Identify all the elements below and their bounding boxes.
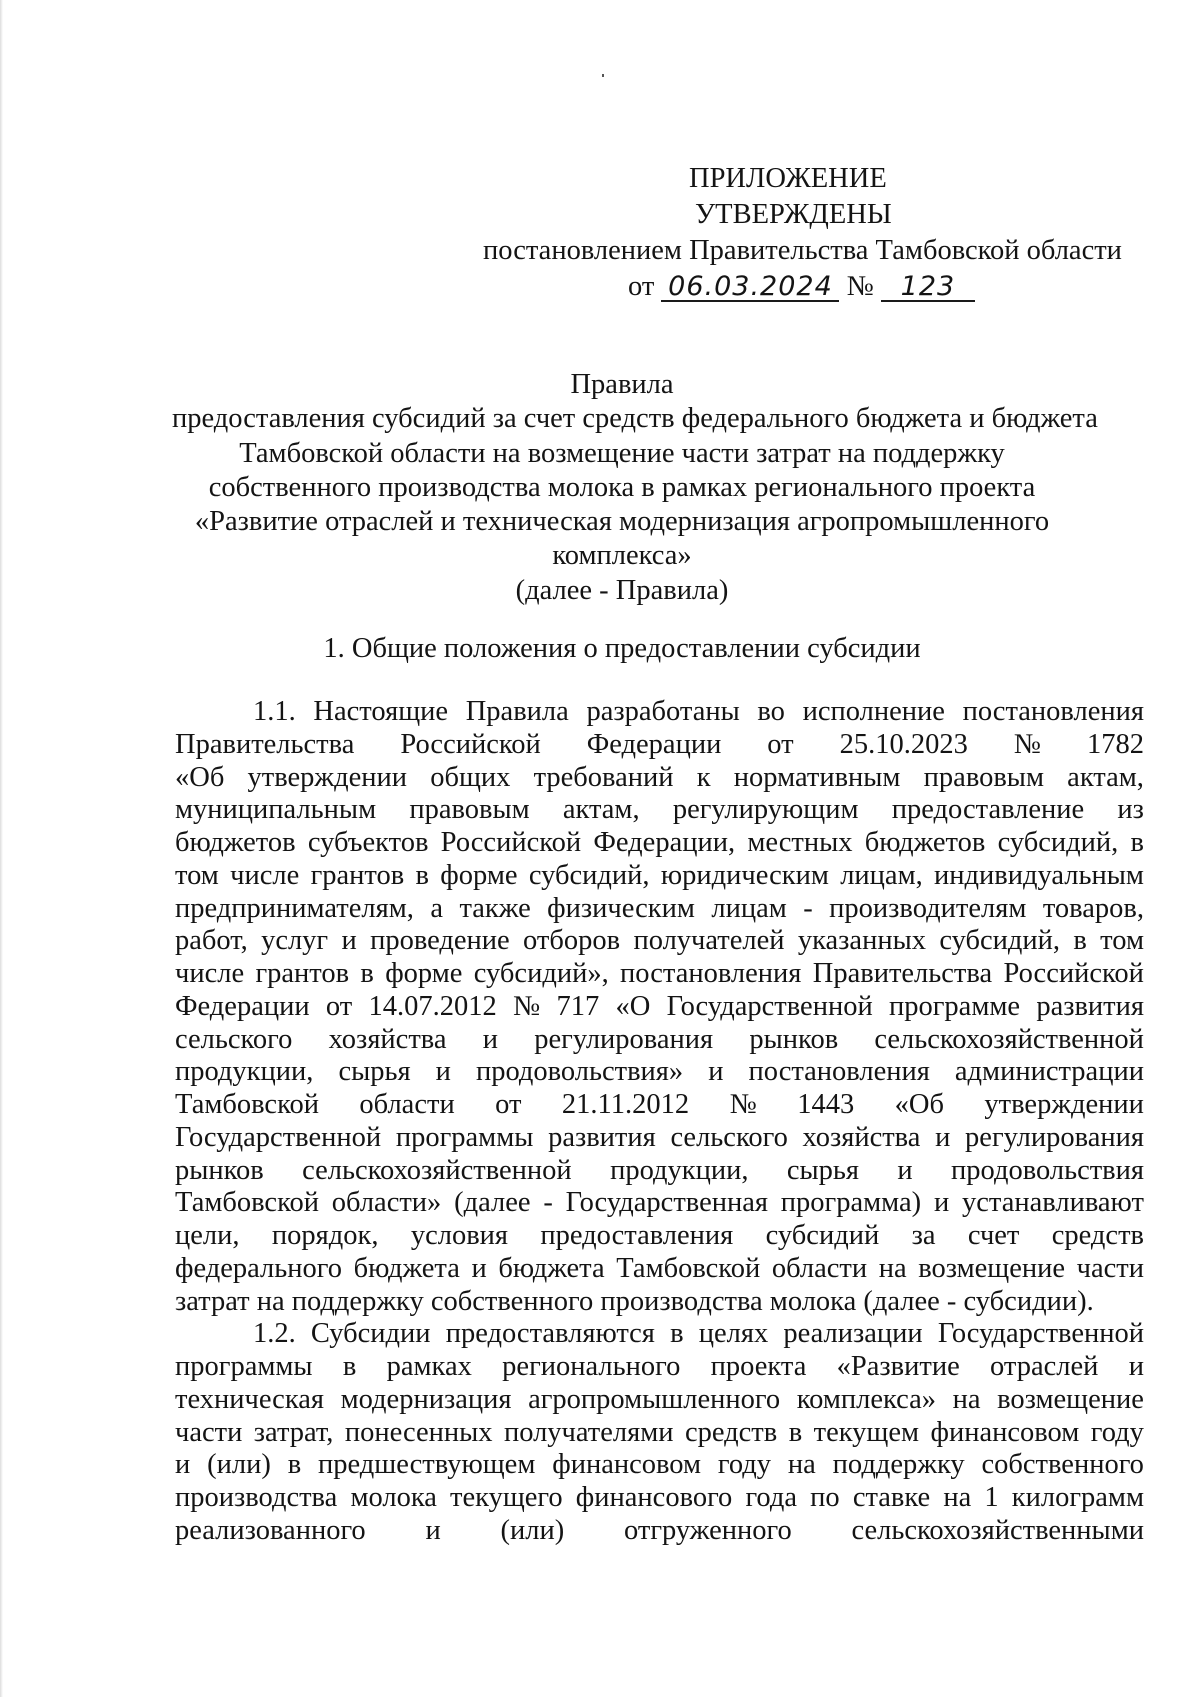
- section-heading: 1. Общие положения о предоставлении субсидии: [323, 633, 921, 664]
- body-word: продовольствия: [951, 1154, 1144, 1186]
- body-line: [175, 794, 1144, 827]
- body-word: требований: [533, 761, 674, 793]
- body-word: 25.10.2023: [839, 728, 968, 760]
- body-word: собственного: [981, 1449, 1144, 1481]
- body-word: нормативным: [733, 761, 901, 793]
- body-word: грантов: [255, 958, 350, 989]
- body-word: отборов: [523, 925, 621, 957]
- body-word: на: [787, 1449, 816, 1481]
- body-word: Государственная: [565, 1187, 768, 1219]
- body-line: [175, 1384, 1144, 1417]
- body-word: (или): [500, 1514, 565, 1546]
- body-word: предоставления: [540, 1220, 734, 1251]
- body-word: числе: [175, 958, 245, 989]
- body-word: финансового: [575, 1482, 733, 1513]
- body-line: [175, 1417, 1144, 1450]
- body-word: части: [1076, 1252, 1144, 1284]
- body-word: и: [341, 925, 357, 957]
- body-word: программы: [395, 1121, 534, 1153]
- body-word: возмещение: [918, 1252, 1066, 1284]
- body-word: от: [325, 990, 353, 1022]
- body-word: производителям: [829, 892, 1027, 924]
- body-word: индивидуальным: [934, 859, 1144, 891]
- body-word: в: [670, 1318, 684, 1350]
- body-word: получателей: [633, 925, 785, 957]
- body-word: рамках: [386, 1351, 472, 1382]
- body-word: 14.07.2012: [368, 990, 497, 1022]
- body-word: (или): [207, 1449, 271, 1481]
- body-line: [175, 1515, 1144, 1548]
- body-word: (далее: [454, 1187, 531, 1219]
- body-word: и: [1128, 1351, 1144, 1382]
- title-line: Тамбовской области на возмещение части затрат на поддержку: [239, 437, 1005, 469]
- body-line: [175, 1286, 1144, 1319]
- body-word: бюджетов: [175, 827, 296, 858]
- body-word: том: [175, 859, 219, 891]
- body-word: техническая: [175, 1383, 324, 1415]
- body-word: в: [788, 1416, 803, 1448]
- body-word: реализации: [783, 1318, 923, 1350]
- body-word: понесенных: [344, 1416, 493, 1448]
- body-word: №: [729, 1089, 757, 1120]
- body-line: [175, 1318, 1144, 1351]
- body-word: поддержку: [832, 1449, 965, 1481]
- body-line: [175, 1449, 1144, 1482]
- body-word: продукции,: [610, 1154, 749, 1186]
- resolution-date-number: [628, 269, 975, 305]
- body-word: «Об: [175, 761, 225, 793]
- body-word: №: [513, 990, 541, 1022]
- body-word: агропромышленного: [528, 1383, 781, 1415]
- body-line: [175, 696, 1144, 729]
- body-word: отгруженного: [624, 1514, 792, 1546]
- body-word: юридическим: [660, 859, 829, 891]
- body-word: Российской: [1003, 958, 1144, 989]
- body-word: в: [287, 1449, 302, 1481]
- body-word: -: [803, 892, 813, 924]
- body-line: [175, 991, 1144, 1024]
- body-word: целях: [698, 1318, 769, 1350]
- body-word: году: [717, 1449, 772, 1481]
- body-word: лицам,: [840, 859, 923, 891]
- body-word: в: [1130, 827, 1144, 858]
- body-word: утверждении: [984, 1089, 1144, 1120]
- body-word: постановления: [748, 1056, 930, 1088]
- body-word: субсидий,: [997, 827, 1119, 858]
- body-word: местных: [747, 827, 853, 858]
- body-word: бюджетов: [864, 827, 986, 858]
- body-word: регулирования: [534, 1023, 714, 1055]
- body-word: счет: [967, 1220, 1020, 1251]
- body-word: и: [425, 1514, 441, 1546]
- body-word: и: [935, 1121, 951, 1153]
- body-word: области: [359, 1089, 455, 1120]
- body-word: сельскохозяйственными: [851, 1514, 1144, 1546]
- body-word: на: [952, 1383, 981, 1415]
- body-word: рынков: [175, 1154, 264, 1186]
- body-word: модернизация: [340, 1383, 512, 1415]
- body-word: хозяйства: [328, 1023, 447, 1055]
- body-line: [175, 1220, 1144, 1253]
- body-word: программа): [780, 1187, 922, 1219]
- body-word: 1.2.: [253, 1318, 296, 1350]
- approved-label: УТВЕРЖДЕНЫ: [695, 199, 892, 230]
- body-word: в: [1073, 925, 1087, 957]
- body-word: субсидий,: [528, 859, 650, 891]
- body-line: [175, 729, 1144, 762]
- body-word: постановления: [620, 958, 802, 989]
- body-word: числе: [230, 859, 300, 891]
- body-word: производства: [175, 1482, 338, 1513]
- body-word: том: [1100, 925, 1144, 957]
- body-word: финансовом: [930, 1416, 1080, 1448]
- body-word: бюджета: [353, 1252, 460, 1284]
- body-word: субсидий,: [939, 925, 1061, 957]
- body-word: товаров,: [1042, 892, 1144, 924]
- body-word: Правительства: [175, 728, 355, 760]
- body-word: сельскохозяйственной: [874, 1023, 1144, 1055]
- body-line: [175, 1089, 1144, 1122]
- body-word: проведение: [370, 925, 510, 957]
- body-word: предпринимателям,: [175, 892, 414, 924]
- document-title: [172, 368, 1098, 608]
- body-word: федерального: [175, 1252, 342, 1284]
- body-word: и: [482, 1023, 499, 1055]
- body-word: реализованного: [175, 1514, 366, 1546]
- body-word: по: [810, 1482, 840, 1513]
- body-word: -: [543, 1187, 553, 1219]
- body-word: субъектов: [307, 827, 429, 858]
- body-word: и: [897, 1154, 913, 1186]
- body-word: текущего: [450, 1482, 563, 1513]
- body-word: муниципальным: [175, 794, 377, 826]
- body-word: 1.1.: [253, 696, 296, 727]
- body-word: форме: [385, 958, 463, 989]
- body-word: Российской: [400, 728, 541, 760]
- body-word: 21.11.2012: [561, 1089, 690, 1120]
- body-word: и: [933, 1187, 950, 1219]
- body-word: возмещение: [997, 1383, 1144, 1415]
- body-word: сельскохозяйственной: [302, 1154, 572, 1186]
- body-word: Субсидии: [310, 1318, 431, 1350]
- body-word: Государственной: [666, 990, 873, 1022]
- body-word: средств: [684, 1416, 778, 1448]
- body-word: грантов: [310, 859, 405, 891]
- body-word: текущем: [813, 1416, 920, 1448]
- handwritten-number: 123: [881, 274, 975, 302]
- body-line: [175, 860, 1144, 893]
- body-word: сырья: [338, 1056, 411, 1088]
- body-word: молока: [350, 1482, 437, 1513]
- body-word: области: [771, 1252, 868, 1284]
- body-word: Тамбовской: [616, 1252, 761, 1284]
- body-word: проекта: [710, 1351, 807, 1382]
- body-word: субсидий»,: [473, 958, 609, 989]
- body-line: [175, 958, 1144, 991]
- title-line: Правила: [570, 369, 674, 400]
- body-word: №: [1013, 728, 1041, 760]
- body-word: в: [342, 1351, 357, 1382]
- body-word: затрат,: [253, 1416, 334, 1448]
- body-word: отраслей: [990, 1351, 1099, 1382]
- body-word: а: [430, 892, 443, 924]
- body-word: форме: [440, 859, 518, 891]
- body-word: Тамбовской: [175, 1089, 319, 1120]
- date-prefix: от: [628, 271, 655, 302]
- body-word: развития: [548, 1121, 656, 1153]
- body-line: [175, 1253, 1144, 1286]
- number-sign: №: [846, 271, 874, 302]
- body-word: регионального: [502, 1351, 681, 1382]
- title-line: комплекса»: [552, 540, 692, 572]
- body-word: развития: [1036, 990, 1144, 1022]
- body-word: к: [696, 761, 711, 793]
- body-word: программы: [175, 1351, 313, 1382]
- body-word: части: [175, 1416, 243, 1448]
- body-line: [175, 893, 1144, 926]
- body-word: регулирующим: [672, 794, 859, 826]
- title-line: собственного производства молока в рамках регионального проекта: [208, 471, 1036, 503]
- body-word: бюджета: [498, 1252, 605, 1284]
- body-word: финансовом: [552, 1449, 702, 1481]
- body-word: актам,: [562, 794, 640, 826]
- body-word: Федерации: [586, 728, 722, 760]
- body-word: порядок,: [271, 1220, 379, 1251]
- body-word: рынков: [749, 1023, 839, 1055]
- body-word: за: [911, 1220, 936, 1251]
- body-word: 717: [556, 990, 600, 1022]
- body-word: Федерации,: [593, 827, 736, 858]
- body-line: [175, 925, 1144, 958]
- body-word: правовым: [409, 794, 530, 826]
- body-word: работ,: [175, 925, 248, 957]
- body-word: 1782: [1086, 728, 1144, 760]
- body-word: администрации: [954, 1056, 1144, 1088]
- body-word: сельского: [175, 1023, 293, 1055]
- body-word: от: [495, 1089, 522, 1120]
- body-line: [175, 1187, 1144, 1220]
- scan-mark: [602, 74, 604, 77]
- body-word: «О: [615, 990, 651, 1022]
- body-line-text: затрат на поддержку собственного производства молока (далее - субсидии).: [175, 1285, 1094, 1317]
- body-word: года: [745, 1482, 798, 1513]
- body-word: и: [175, 1449, 191, 1481]
- body-word: Настоящие: [313, 696, 449, 727]
- body-word: Тамбовской: [175, 1187, 319, 1219]
- body-word: Российской: [440, 827, 582, 858]
- body-word: в: [415, 859, 429, 891]
- body-word: Правила: [465, 696, 569, 727]
- body-line: [175, 1122, 1144, 1155]
- body-word: также: [459, 892, 531, 924]
- body-word: актам,: [1067, 761, 1144, 793]
- body-word: в: [360, 958, 374, 989]
- body-word: году: [1090, 1416, 1144, 1448]
- body-line: [175, 1024, 1144, 1057]
- body-word: и: [435, 1056, 451, 1088]
- body-word: из: [1117, 794, 1144, 826]
- body-word: 1443: [797, 1089, 855, 1120]
- body-word: условия: [410, 1220, 509, 1251]
- title-line: «Развитие отраслей и техническая модернизация агропромышленного: [194, 506, 1050, 538]
- body-word: услуг: [261, 925, 329, 957]
- resolution-reference: постановлением Правительства Тамбовской области: [483, 235, 1122, 266]
- body-word: субсидий: [765, 1220, 880, 1251]
- body-line: [175, 827, 1144, 860]
- body-word: утверждении: [247, 761, 408, 793]
- body-word: регулирования: [965, 1121, 1144, 1153]
- body-word: килограмм: [1011, 1482, 1144, 1513]
- title-line: (далее - Правила): [515, 574, 729, 606]
- body-word: «Развитие: [836, 1351, 960, 1382]
- body-word: сельского: [670, 1121, 788, 1153]
- body-word: продукции,: [175, 1056, 314, 1088]
- body-word: от: [767, 728, 794, 760]
- body-word: указанных: [797, 925, 926, 957]
- body-word: и: [708, 1056, 724, 1088]
- body-word: сырья: [786, 1154, 860, 1186]
- handwritten-date: 06.03.2024: [661, 274, 839, 302]
- body-word: общих: [430, 761, 511, 793]
- body-word: цели,: [175, 1220, 240, 1251]
- body-word: Государственной: [937, 1318, 1144, 1350]
- body-line: [175, 1351, 1144, 1384]
- body-word: средств: [1051, 1220, 1144, 1251]
- body-word: получателями: [503, 1416, 674, 1448]
- body-word: продовольствия»: [475, 1056, 684, 1088]
- body-line: [175, 1482, 1144, 1515]
- body-word: на: [943, 1482, 972, 1513]
- body-word: физическим: [547, 892, 695, 924]
- body-word: лицам: [711, 892, 787, 924]
- scan-edge-shadow: [0, 0, 3, 1697]
- body-word: Федерации: [175, 990, 310, 1022]
- body-word: и: [471, 1252, 487, 1284]
- body-word: 1: [984, 1482, 999, 1513]
- body-word: предшествующем: [318, 1449, 536, 1481]
- body-text: [175, 696, 1144, 1548]
- body-word: хозяйства: [802, 1121, 921, 1153]
- body-word: комплекса»: [796, 1383, 937, 1415]
- body-word: программе: [888, 990, 1021, 1022]
- body-word: правовым: [923, 761, 1044, 793]
- body-line: [175, 1155, 1144, 1188]
- body-word: устанавливают: [962, 1187, 1144, 1219]
- body-line: [175, 1056, 1144, 1089]
- body-word: во: [757, 696, 785, 727]
- body-word: Государственной: [175, 1121, 382, 1153]
- body-word: «Об: [894, 1089, 944, 1120]
- title-line: предоставления субсидий за счет средств федерального бюджета и бюджета: [172, 403, 1098, 435]
- body-word: разработаны: [586, 696, 740, 727]
- body-word: постановления: [962, 696, 1144, 727]
- body-word: на: [878, 1252, 907, 1284]
- body-word: исполнение: [802, 696, 945, 727]
- body-word: ставке: [852, 1482, 931, 1513]
- body-word: предоставление: [891, 794, 1085, 826]
- body-word: предоставляются: [445, 1318, 655, 1350]
- body-word: Правительства: [812, 958, 993, 989]
- appendix-label: ПРИЛОЖЕНИЕ: [689, 163, 887, 194]
- body-line: [175, 762, 1144, 795]
- body-word: области»: [331, 1187, 442, 1219]
